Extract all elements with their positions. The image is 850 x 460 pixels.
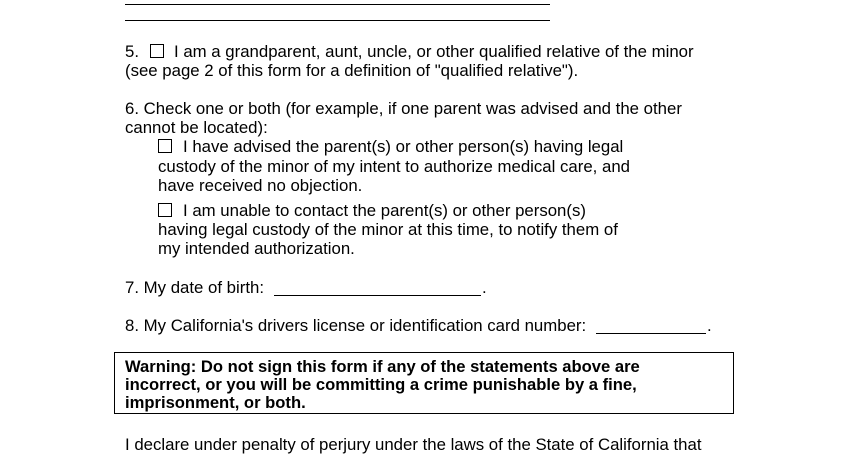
- item6-text-line1: 6. Check one or both (for example, if one parent was advised and the other: [125, 99, 682, 118]
- item8-label: 8. My California's drivers license or identification card number:: [125, 316, 587, 335]
- item6-text-line2: cannot be located):: [125, 118, 268, 137]
- item5-number: 5.: [125, 42, 139, 61]
- item6-option-a-line3: have received no objection.: [158, 176, 363, 195]
- item7-label: 7. My date of birth:: [125, 278, 264, 297]
- license-number-field[interactable]: [596, 333, 706, 334]
- warning-line2: incorrect, or you will be committing a crime punishable by a fine,: [125, 375, 637, 394]
- warning-line1: Warning: Do not sign this form if any of the statements above are: [125, 357, 640, 376]
- warning-box: [114, 352, 734, 414]
- item6-option-a-line2: custody of the minor of my intent to authorize medical care, and: [158, 157, 630, 176]
- item6-option-b-line2: having legal custody of the minor at this time, to notify them of: [158, 220, 618, 239]
- declaration-line1: I declare under penalty of perjury under the laws of the State of California that: [125, 435, 702, 454]
- item5-checkbox[interactable]: [150, 44, 164, 58]
- item6-option-a-checkbox[interactable]: [158, 139, 172, 153]
- item8-period: .: [707, 316, 712, 335]
- item5-text-line1: I am a grandparent, aunt, uncle, or other qualified relative of the minor: [174, 42, 694, 61]
- item6-option-b-line1: I am unable to contact the parent(s) or other person(s): [183, 201, 586, 220]
- item6-option-b-checkbox[interactable]: [158, 203, 172, 217]
- item6-option-a-line1: I have advised the parent(s) or other person(s) having legal: [183, 137, 624, 156]
- date-of-birth-field[interactable]: [274, 295, 481, 296]
- previous-answer-line-2[interactable]: [125, 20, 550, 21]
- item5-text-line2: (see page 2 of this form for a definition of "qualified relative").: [125, 61, 579, 80]
- item6-option-b-line3: my intended authorization.: [158, 239, 355, 258]
- item7-period: .: [482, 278, 487, 297]
- warning-line3: imprisonment, or both.: [125, 393, 306, 412]
- previous-answer-line-1[interactable]: [125, 4, 550, 5]
